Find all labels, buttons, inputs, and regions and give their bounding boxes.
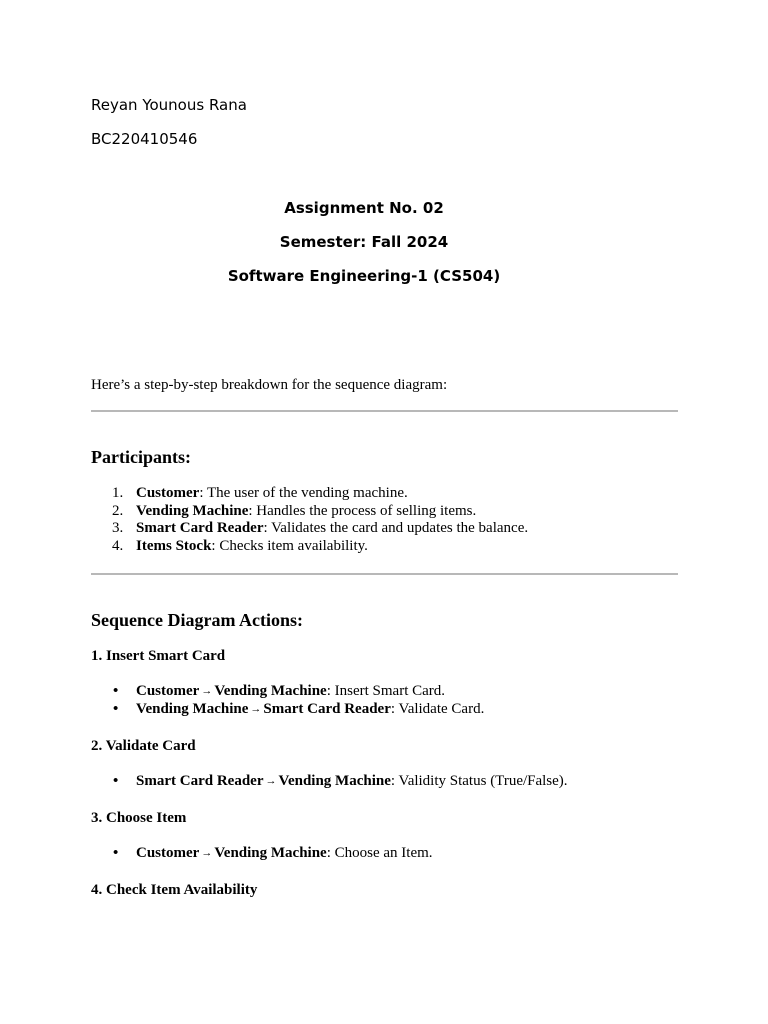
message-to: Vending Machine <box>278 773 391 789</box>
step-message-list <box>91 845 433 863</box>
horizontal-rule <box>91 410 678 412</box>
participants-heading: Participants: <box>91 447 191 467</box>
bullet-icon: • <box>113 773 119 789</box>
message-to: Vending Machine <box>214 683 327 699</box>
semester-line: Semester: Fall 2024 <box>279 233 449 251</box>
message-text: : Validity Status (True/False). <box>390 773 568 789</box>
list-item <box>91 701 484 719</box>
right-arrow-icon: → <box>250 702 262 715</box>
assignment-title: Assignment No. 02 <box>284 199 444 217</box>
intro-text: Here’s a step-by-step breakdown for the sequence diagram: <box>91 377 448 393</box>
student-name: Reyan Younous Rana <box>91 96 247 114</box>
list-item <box>91 773 568 791</box>
message-from: Customer <box>136 845 200 861</box>
participant-name: Items Stock <box>136 538 212 555</box>
list-item <box>91 683 484 701</box>
actions-heading: Sequence Diagram Actions: <box>91 610 303 630</box>
step-message-list <box>91 683 484 718</box>
message-to: Smart Card Reader <box>263 700 391 717</box>
message-text: : Insert Smart Card. <box>326 683 446 699</box>
participant-desc: : The user of the vending machine. <box>199 485 408 501</box>
participant-desc: : Checks item availability. <box>211 538 368 555</box>
participant-name: Smart Card Reader <box>136 520 264 537</box>
list-number: 4. <box>112 538 124 555</box>
step-heading: 2. Validate Card <box>91 738 196 754</box>
list-number: 2. <box>112 502 124 519</box>
bullet-icon: • <box>113 845 119 861</box>
course-line: Software Engineering-1 (CS504) <box>227 267 501 285</box>
message-text: : Choose an Item. <box>326 845 433 861</box>
message-to: Vending Machine <box>214 845 327 861</box>
participant-desc: : Handles the process of selling items. <box>248 502 477 519</box>
right-arrow-icon: → <box>265 775 277 787</box>
step-heading: 4. Check Item Availability <box>91 882 258 898</box>
participant-name: Customer <box>136 485 200 501</box>
message-from: Customer <box>136 683 200 699</box>
list-item <box>91 520 528 538</box>
right-arrow-icon: → <box>201 685 213 697</box>
list-item <box>91 485 528 503</box>
message-from: Smart Card Reader <box>136 773 264 789</box>
right-arrow-icon: → <box>201 847 213 859</box>
message-from: Vending Machine <box>136 700 249 717</box>
message-text: : Validate Card. <box>390 700 485 717</box>
step-heading: 3. Choose Item <box>91 810 187 826</box>
list-item <box>91 503 528 521</box>
step-heading: 1. Insert Smart Card <box>91 648 226 664</box>
participants-list <box>91 485 528 556</box>
list-item <box>91 845 433 863</box>
step-message-list <box>91 773 568 791</box>
student-id: BC220410546 <box>91 130 198 148</box>
list-number: 1. <box>112 485 124 501</box>
list-number: 3. <box>112 520 124 537</box>
participant-name: Vending Machine <box>136 502 249 519</box>
list-item <box>91 538 528 556</box>
participant-desc: : Validates the card and updates the balance. <box>263 520 529 537</box>
bullet-icon: • <box>113 700 119 717</box>
horizontal-rule <box>91 573 678 575</box>
bullet-icon: • <box>113 683 119 699</box>
